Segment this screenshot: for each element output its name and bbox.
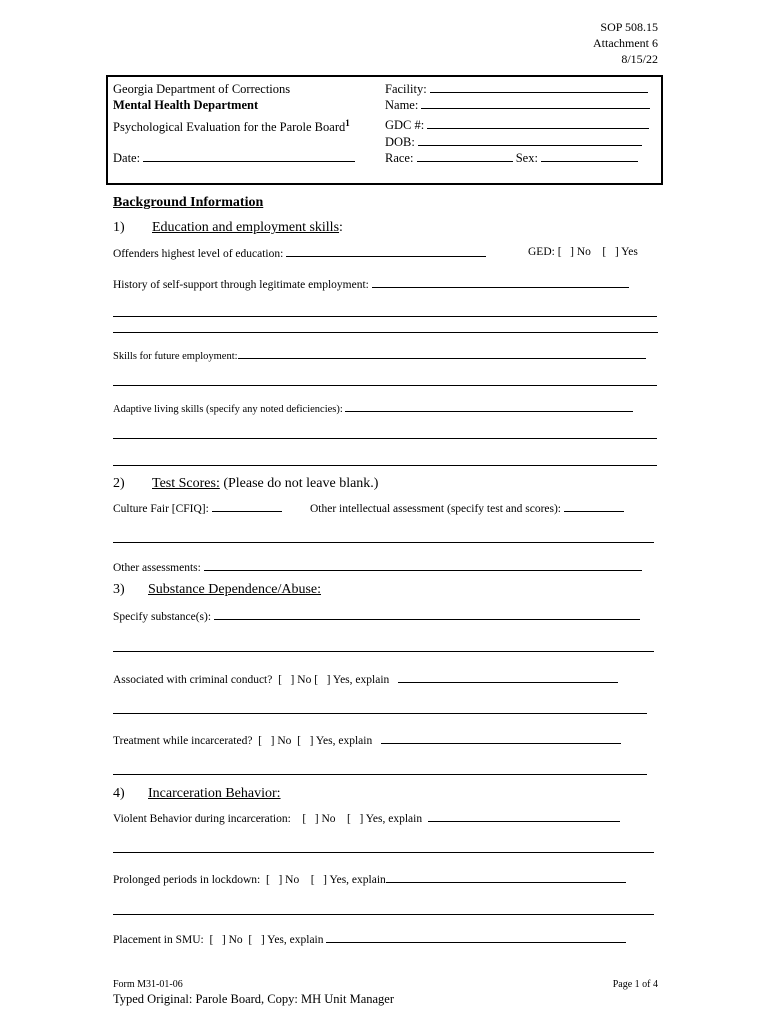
lockdown-row xyxy=(113,872,626,886)
gdc-field[interactable] xyxy=(427,118,649,129)
other-intel-row xyxy=(310,501,624,515)
treatment-field[interactable] xyxy=(381,733,621,744)
education-row xyxy=(113,246,486,260)
other-intel-field[interactable] xyxy=(564,501,624,512)
violent-line-2[interactable] xyxy=(113,852,654,853)
other-intel-line-2[interactable] xyxy=(113,542,654,543)
adaptive-line-2[interactable] xyxy=(113,438,657,439)
criminal-line-2[interactable] xyxy=(113,713,647,714)
race-sex-row xyxy=(385,151,638,166)
facility-row xyxy=(385,82,648,97)
criminal-row xyxy=(113,672,618,686)
smu-field[interactable] xyxy=(326,932,626,943)
sop-date: 8/15/22 xyxy=(621,52,658,66)
education-label: Offenders highest level of education: xyxy=(113,248,284,260)
other-assess-label: Other assessments: xyxy=(113,562,201,574)
form-number: Form M31-01-06 xyxy=(113,979,183,990)
form-title-text: Psychological Evaluation for the Parole Board xyxy=(113,120,346,135)
dob-row xyxy=(385,135,642,150)
adaptive-row xyxy=(113,401,633,415)
other-intel-label: Other intellectual assessment (specify test and scores): xyxy=(310,503,562,515)
race-field[interactable] xyxy=(417,151,513,162)
treatment-row xyxy=(113,733,621,747)
date-row xyxy=(113,151,355,166)
dob-label: DOB: xyxy=(385,135,415,149)
mental-health-dept: Mental Health Department xyxy=(113,98,259,112)
smu-row xyxy=(113,932,626,946)
substance-line-2[interactable] xyxy=(113,651,654,652)
history-line-3[interactable] xyxy=(113,332,658,333)
skills-row xyxy=(113,348,646,362)
violent-field[interactable] xyxy=(428,811,620,822)
sex-label: Sex: xyxy=(515,151,538,165)
skills-label: Skills for future employment: xyxy=(113,351,238,362)
criminal-field[interactable] xyxy=(398,672,618,683)
attachment-label: Attachment 6 xyxy=(593,36,658,50)
title-footnote: 1 xyxy=(345,118,350,128)
adaptive-line-3[interactable] xyxy=(113,465,657,466)
substance-row xyxy=(113,609,640,623)
violent-row xyxy=(113,811,620,825)
other-assess-field[interactable] xyxy=(204,560,642,571)
culture-fair-row xyxy=(113,501,282,515)
date-label: Date: xyxy=(113,151,141,165)
lockdown-field[interactable] xyxy=(386,872,626,883)
section-2-num: 2) xyxy=(113,476,125,491)
culture-fair-label: Culture Fair [CFIQ]: xyxy=(113,503,209,515)
page-number: Page 1 of 4 xyxy=(612,979,658,990)
section-1-colon: : xyxy=(339,220,343,235)
background-heading: Background Information xyxy=(113,195,264,210)
skills-field[interactable] xyxy=(238,348,646,359)
section-2-note: (Please do not leave blank.) xyxy=(219,476,379,491)
sop-header xyxy=(593,19,658,67)
date-field[interactable] xyxy=(143,151,355,162)
substance-label: Specify substance(s): xyxy=(113,611,212,623)
lockdown-label[interactable]: Prolonged periods in lockdown: [ ] No [ ] Yes, explain xyxy=(113,874,386,886)
facility-label: Facility: xyxy=(385,82,427,96)
section-1-num: 1) xyxy=(113,220,125,235)
sex-field[interactable] xyxy=(541,151,638,162)
treatment-line-2[interactable] xyxy=(113,774,647,775)
dept-name: Georgia Department of Corrections xyxy=(113,82,291,96)
treatment-label[interactable]: Treatment while incarcerated? [ ] No [ ] Yes, explain xyxy=(113,735,373,747)
history-row xyxy=(113,277,629,291)
violent-label[interactable]: Violent Behavior during incarceration: [ ] No [ ] Yes, explain xyxy=(113,813,423,825)
ged-checkboxes[interactable]: GED: [ ] No [ ] Yes xyxy=(528,246,638,258)
adaptive-field[interactable] xyxy=(345,401,633,412)
history-line-2[interactable] xyxy=(113,316,657,317)
adaptive-label: Adaptive living skills (specify any noted deficiencies): xyxy=(113,404,343,415)
culture-fair-field[interactable] xyxy=(212,501,282,512)
sop-number: SOP 508.15 xyxy=(600,20,658,34)
section-4-num: 4) xyxy=(113,786,125,801)
section-1-title xyxy=(152,220,343,236)
section-1-title-text: Education and employment skills xyxy=(152,220,340,235)
gdc-row xyxy=(385,118,649,133)
section-4-title: Incarceration Behavior: xyxy=(148,786,281,801)
history-label: History of self-support through legitimate employment: xyxy=(113,279,369,291)
section-3-num: 3) xyxy=(113,582,125,597)
substance-field[interactable] xyxy=(214,609,640,620)
section-2-title-text: Test Scores: xyxy=(152,476,220,491)
name-field[interactable] xyxy=(421,98,650,109)
name-label: Name: xyxy=(385,98,419,112)
name-row xyxy=(385,98,650,113)
skills-line-2[interactable] xyxy=(113,385,657,386)
distribution-note: Typed Original: Parole Board, Copy: MH Unit Manager xyxy=(113,992,395,1006)
criminal-label[interactable]: Associated with criminal conduct? [ ] No [ ] Yes, explain xyxy=(113,674,390,686)
smu-label[interactable]: Placement in SMU: [ ] No [ ] Yes, explain xyxy=(113,934,324,946)
education-field[interactable] xyxy=(286,246,486,257)
form-title xyxy=(113,118,350,135)
section-3-title: Substance Dependence/Abuse: xyxy=(148,582,321,597)
other-assess-row xyxy=(113,560,642,574)
lockdown-line-2[interactable] xyxy=(113,914,654,915)
dob-field[interactable] xyxy=(418,135,642,146)
race-label: Race: xyxy=(385,151,414,165)
facility-field[interactable] xyxy=(430,82,648,93)
history-field[interactable] xyxy=(372,277,629,288)
gdc-label: GDC #: xyxy=(385,118,425,132)
section-2-title xyxy=(152,476,378,492)
